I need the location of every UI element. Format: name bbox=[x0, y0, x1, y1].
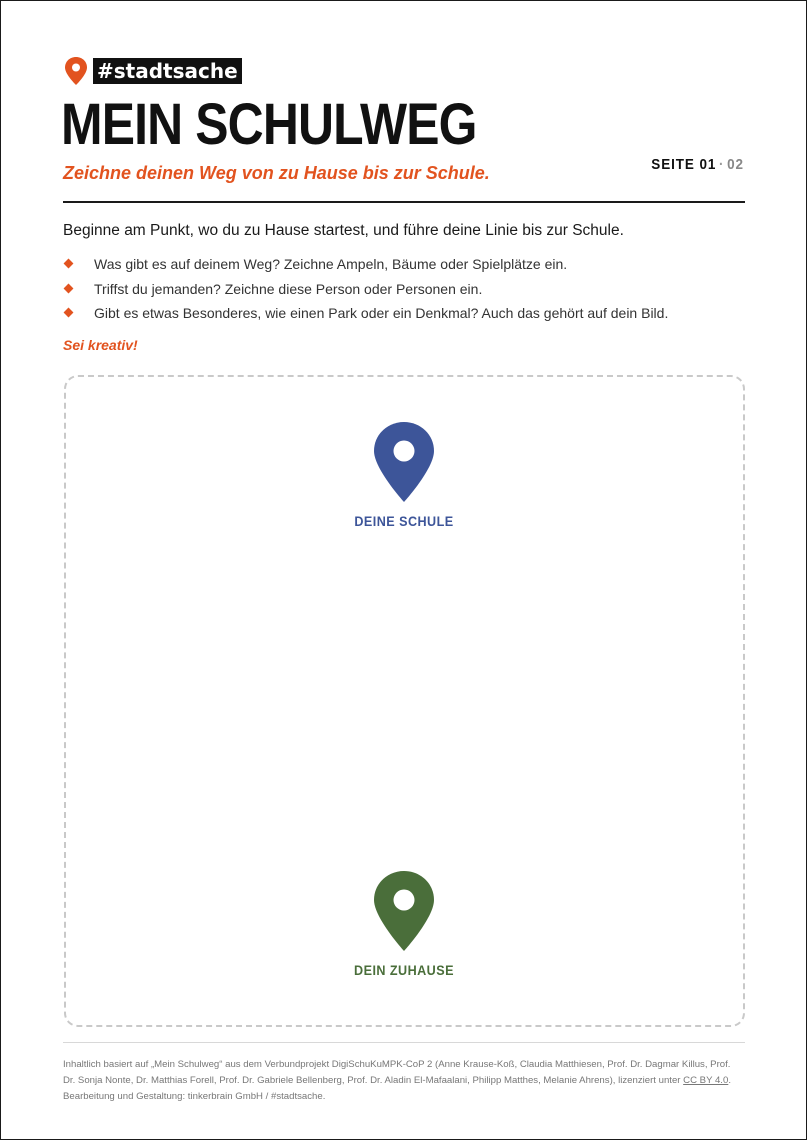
page-title: MEIN SCHULWEG bbox=[61, 92, 477, 157]
page-subtitle: Zeichne deinen Weg von zu Hause bis zur Schule. bbox=[63, 163, 490, 183]
brand-tag: #stadtsache bbox=[93, 58, 242, 84]
instruction-list bbox=[63, 255, 668, 329]
brand-logo bbox=[63, 57, 242, 85]
footer-divider bbox=[63, 1042, 745, 1043]
list-item-text: Was gibt es auf deinem Weg? Zeichne Ampeln, Bäume oder Spielplätze ein. bbox=[94, 256, 568, 272]
list-item bbox=[63, 280, 668, 305]
page-number-separator: · bbox=[719, 156, 725, 173]
diamond-bullet-icon bbox=[64, 283, 74, 293]
home-marker bbox=[304, 870, 504, 978]
list-item-text: Gibt es etwas Besonderes, wie einen Park oder ein Denkmal? Auch das gehört auf dein Bild. bbox=[94, 305, 669, 321]
home-pin-icon bbox=[373, 870, 435, 952]
footer-credits: Inhaltlich basiert auf „Mein Schulweg“ aus dem Verbundprojekt DigiSchuKuMPK-CoP 2 (Anne Krause-Koß, Claudia Matthiesen, Prof. Dr. Dagmar Killus, Prof. Dr. Sonja Nonte, Dr. Matthias Forell, Prof. Dr. Gabriele Bellenberg, Prof. Dr. Aladin El-Mafaalani, Philipp Matthes, Melanie Ahrens), lizenziert unter CC BY 4.0. Bearbeitung und Gestaltung: tinkerbrain GmbH / #stadtsache. bbox=[63, 1059, 731, 1102]
school-label: DEINE SCHULE bbox=[354, 513, 454, 529]
list-item-text: Triffst du jemanden? Zeichne diese Person oder Personen ein. bbox=[94, 280, 483, 297]
diamond-bullet-icon bbox=[64, 259, 74, 269]
intro-text: Beginne am Punkt, wo du zu Hause startest, und führe deine Linie bis zur Schule. bbox=[63, 222, 624, 239]
footer-text: Inhaltlich basiert auf „Mein Schulweg“ aus dem Verbundprojekt DigiSchuKuMPK-CoP 2 (Anne Krause-Koß, Claudia Matthiesen, Prof. Dr. Dagmar Killus, Prof. Dr. Sonja Nonte, Dr. Matthias Forell, Prof. Dr. Gabriele Bellenberg, Prof. Dr. Aladin El-Mafaalani, Philipp Matthes, Melanie Ahrens), lizenziert unter bbox=[63, 1059, 731, 1086]
list-item bbox=[63, 304, 668, 329]
page-number bbox=[651, 156, 744, 173]
location-pin-icon bbox=[63, 56, 89, 86]
home-label: DEIN ZUHAUSE bbox=[354, 962, 454, 978]
page-number-current: SEITE 01 bbox=[651, 156, 717, 173]
page-number-total: 02 bbox=[727, 156, 744, 173]
list-item bbox=[63, 255, 668, 280]
school-pin-icon bbox=[373, 421, 435, 503]
header-divider bbox=[63, 201, 745, 203]
school-marker bbox=[304, 421, 504, 529]
license-link[interactable]: CC BY 4.0 bbox=[683, 1075, 729, 1086]
diamond-bullet-icon bbox=[64, 308, 74, 318]
footer-credit: Bearbeitung und Gestaltung: tinkerbrain GmbH / #stadtsache. bbox=[63, 1091, 326, 1102]
closing-note: Sei kreativ! bbox=[63, 337, 138, 353]
